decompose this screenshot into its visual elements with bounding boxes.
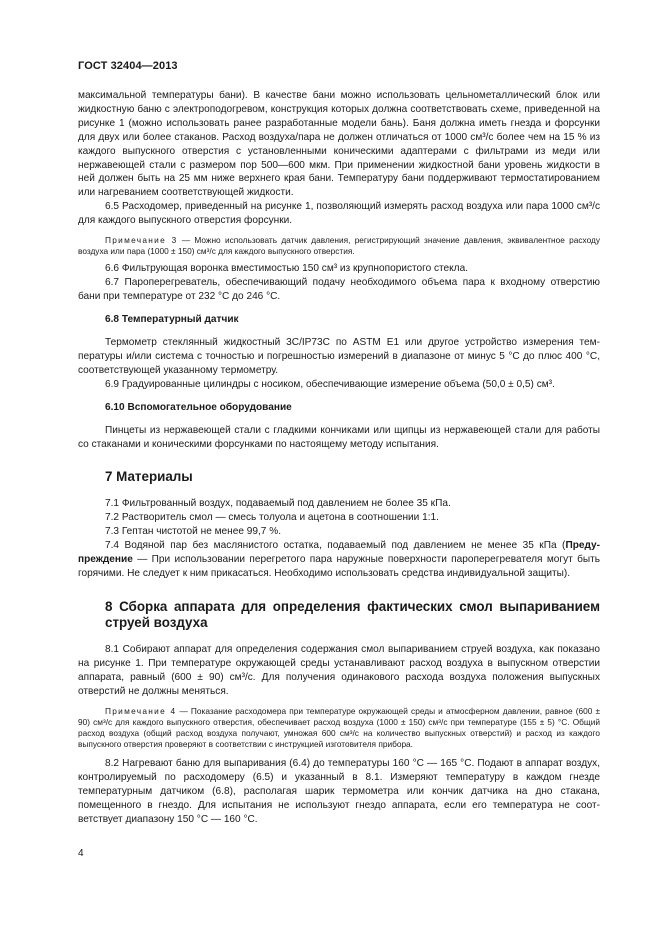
document-code: ГОСТ 32404—2013 — [78, 60, 178, 72]
note-3 — [78, 235, 600, 257]
heading-6-10: 6.10 Вспомогательное оборудование — [105, 401, 292, 413]
paragraph-6-5: 6.5 Расходомер, приведенный на рисунке 1, позволяющий измерять расход воздуха или пара 1000 см³/с для каждого выпускного отверстия форсунки. — [78, 201, 600, 227]
paragraph-8-2: 8.2 Нагревают баню для выпаривания (6.4) до температуры 160 °С — 165 °С. Подают в аппарат воздух, контролируемый по расходомеру (6.5) и указанный в 8.1. Измеряют температуру в каждом гнезде температурным датчиком (6.8), располагая шарик термометра или кончик датчика на дно стакана, помещенного в гнездо. Для испытания не используют гнездо аппарата, если его температура не соответствует диапазону 150 °С — 160 °С. — [78, 758, 600, 825]
note-4-label: Примечание 4 — [105, 705, 177, 716]
paragraph-7-4-end: — При использовании перегретого пара наружные поверхности пароперегревателя могут быть горячими. Не следует к ним прикасаться. Необходимо использовать средства индивидуальной защиты). — [78, 554, 600, 579]
note-4-text: — Показание расходомера при температуре окружающей среды и атмосферном давлении, равное (600 ± 90) см³/с для каждого выпускного отверстия, обеспечивает расход воздуха (1000 ± 150) см³/с при температуре (155 ± 5) °С. Общий расход воздуха (общий расход воздуха получают, умножая 600 см³/с на количество выпускных отверстий) и расход из каждого выпускного отверстия проверяют в соответствии с инструкцией изготовителя прибора. — [78, 705, 600, 750]
page-number: 4 — [78, 848, 84, 859]
paragraph-7-3: 7.3 Гептан чистотой не менее 99,7 %. — [105, 526, 281, 538]
paragraph-6-10: Пинцеты из нержавеющей стали с гладкими кончиками или щипцы из нержавеющей стали для работы со стаканами и коническими форсунками по настоящему методу испытания. — [78, 424, 600, 450]
section-7-title: 7 Материалы — [105, 469, 193, 485]
paragraph-6-8: Термометр стеклянный жидкостный 3C/IP73C по ASTM E1 или другое устройство измерения температуры и/или система с точностью и погрешностью измерений в диапазоне от минус 5 °С до плюс 400 °С, соответствующей указанному термометру. — [78, 337, 600, 376]
section-8-title: 8 Сборка аппарата для определения фактических смол выпариванием струей воздуха — [105, 598, 600, 630]
page-body — [78, 89, 600, 827]
note-4 — [78, 706, 600, 751]
paragraph-7-1: 7.1 Фильтрованный воздух, подаваемый под давлением не более 35 кПа. — [105, 498, 451, 510]
heading-6-8: 6.8 Температурный датчик — [105, 314, 239, 326]
paragraph-8-1: 8.1 Собирают аппарат для определения содержания смол выпариванием струей воздуха, как показано на рисунке 1. При температуре окружающей среды устанавливают расход воздуха в выпускном отверстии аппарата, равный (600 ± 90) см³/с. Для получения одинакового расхода воздуха положения выпускных отверстий не должны меняться. — [78, 643, 600, 697]
paragraph-6-7: 6.7 Пароперегреватель, обеспечивающий подачу необходимого объема пара к входному отверстию бани при температуре от 232 °С до 246 °С. — [78, 277, 600, 303]
paragraph-7-4-start: 7.4 Водяной пар без маслянистого остатка, подаваемый под давлением не менее 35 кПа ( — [105, 540, 566, 552]
paragraph-6-6: 6.6 Фильтрующая воронка вместимостью 150 см³ из крупнопористого стекла. — [105, 263, 468, 275]
warning-label: Предупреждение — [78, 540, 600, 566]
note-3-label: Примечание 3 — [105, 235, 178, 246]
paragraph-7-4 — [78, 539, 600, 581]
paragraph-7-2: 7.2 Растворитель смол — смесь толуола и ацетона в соотношении 1:1. — [105, 512, 439, 524]
note-3-text: — Можно использовать датчик давления, регистрирующий значение давления, эквивалентное расходу воздуха или пара (1000 ± 150) см³/с для каждого выпускного отверстия. — [78, 235, 600, 257]
paragraph-6-9: 6.9 Градуированные цилиндры с носиком, обеспечивающие измерение объема (50,0 ± 0,5) см³. — [105, 378, 555, 390]
paragraph-intro: максимальной температуры бани). В качестве бани можно использовать цельнометаллический блок или жидкостную баню с электроподогревом, конструкция которых должна соответствовать схеме, приведенной на рисунке 1 (можно использовать ранее разработанные модели бань). Баня должна иметь гнезда и форсунки для двух или более стаканов. Расход воздуха/пара не должен отличаться от 1000 см³/с более чем на 15 % из каждого выпускного отверстия с установленными коническими адаптерами с фильтрами из меди или нержавеющей стали с размером пор 500—600 мкм. При применении жидкостной бани уровень жидкости в ней должен быть на 25 мм ниже верхнего края бани. Температуру бани поддерживают термостатированием или нагреванием соответствующей жидкости. — [78, 90, 600, 199]
